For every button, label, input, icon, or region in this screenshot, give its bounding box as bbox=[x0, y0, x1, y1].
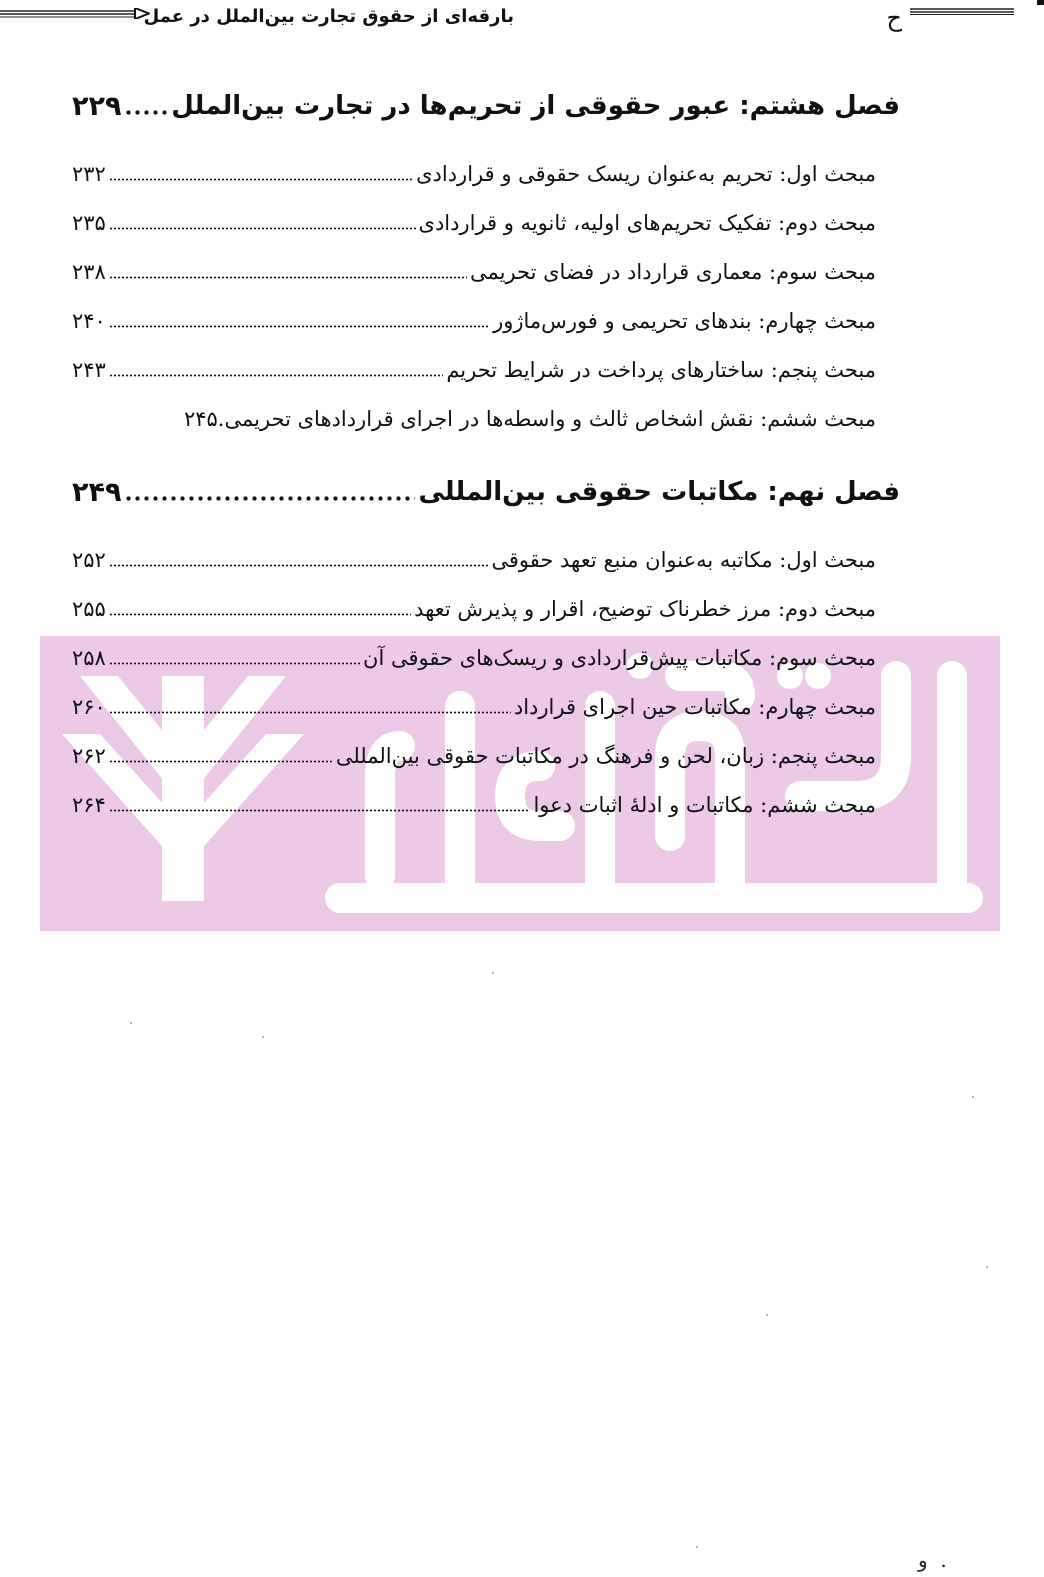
section-title: مبحث ششم: مکاتبات و ادلهٔ اثبات دعوا bbox=[533, 793, 876, 817]
dot-leader bbox=[109, 809, 531, 812]
toc-entry bbox=[72, 156, 876, 192]
dot-leader bbox=[124, 496, 415, 501]
corner-mark bbox=[1037, 0, 1044, 5]
scan-speck bbox=[492, 972, 494, 974]
scan-speck bbox=[766, 1314, 768, 1316]
footer-fragment: ‌ . ‌ و bbox=[918, 1548, 954, 1572]
section-title: مبحث پنجم: زبان، لحن و فرهنگ در مکاتبات حقوقی بین‌المللی bbox=[335, 744, 876, 768]
dot-leader bbox=[109, 662, 360, 665]
section-page: ۲۳۵ bbox=[72, 211, 106, 235]
scan-speck bbox=[262, 1036, 264, 1038]
dot-leader bbox=[124, 110, 168, 115]
chapter-title: فصل نهم: مکاتبات حقوقی بین‌المللی bbox=[418, 477, 900, 507]
dot-leader bbox=[109, 613, 411, 616]
toc-chapter bbox=[72, 84, 900, 128]
toc-entry bbox=[72, 787, 876, 823]
section-title: مبحث پنجم: ساختارهای پرداخت در شرایط تحریم bbox=[446, 358, 876, 382]
section-title: مبحث اول: مکاتبه به‌عنوان منبع تعهد حقوقی bbox=[491, 548, 876, 572]
watermark-logo bbox=[40, 636, 1000, 931]
dot-leader bbox=[109, 276, 467, 279]
scan-speck bbox=[986, 1266, 988, 1268]
dot-leader bbox=[109, 227, 416, 230]
section-page: ۲۶۰ bbox=[72, 695, 106, 719]
section-title: مبحث دوم: مرز خطرناک توضیح، اقرار و پذیرش تعهد bbox=[414, 597, 876, 621]
dot-leader bbox=[109, 711, 511, 714]
section-page: ۲۶۴ bbox=[72, 793, 106, 817]
header-rule-right bbox=[910, 7, 1014, 15]
section-page: ۲۵۵ bbox=[72, 597, 106, 621]
dot-leader bbox=[109, 564, 489, 567]
section-page: ۲۵۸ bbox=[72, 646, 106, 670]
section-title: مبحث ششم: نقش اشخاص ثالث و واسطه‌ها در اجرای قراردادهای تحریمی. bbox=[217, 407, 876, 431]
toc-entry bbox=[72, 205, 876, 241]
page-letter: ح bbox=[886, 4, 902, 32]
header-rule-arrow bbox=[0, 8, 150, 19]
toc-entry bbox=[72, 542, 876, 578]
running-title: بارقه‌ای از حقوق تجارت بین‌الملل در عمل bbox=[143, 6, 514, 27]
section-title: مبحث چهارم: بندهای تحریمی و فورس‌ماژور bbox=[493, 309, 876, 333]
toc-entry bbox=[72, 738, 876, 774]
dot-leader bbox=[109, 760, 333, 763]
section-page: ۲۴۰ bbox=[72, 309, 106, 333]
section-title: مبحث چهارم: مکاتبات حین اجرای قرارداد bbox=[513, 695, 876, 719]
section-page: ۲۵۲ bbox=[72, 548, 106, 572]
toc-entry bbox=[72, 640, 876, 676]
section-title: مبحث سوم: مکاتبات پیش‌قراردادی و ریسک‌های حقوقی آن bbox=[363, 646, 876, 670]
toc-entry bbox=[72, 591, 876, 627]
running-header bbox=[0, 0, 1044, 40]
section-page: ۲۶۲ bbox=[72, 744, 106, 768]
section-title: مبحث دوم: تفکیک تحریم‌های اولیه، ثانویه و قراردادی bbox=[418, 211, 876, 235]
dot-leader bbox=[109, 178, 413, 181]
toc-entry bbox=[72, 254, 876, 290]
chapter-page: ۲۲۹ bbox=[72, 90, 122, 122]
section-page: ۲۴۳ bbox=[72, 358, 106, 382]
chapter-title: فصل هشتم: عبور حقوقی از تحریم‌ها در تجارت بین‌الملل bbox=[171, 91, 900, 121]
dot-leader bbox=[109, 325, 490, 328]
toc-entry bbox=[72, 303, 876, 339]
toc-entry bbox=[72, 352, 876, 388]
dot-leader bbox=[109, 374, 443, 377]
section-title: مبحث اول: تحریم به‌عنوان ریسک حقوقی و قراردادی bbox=[416, 162, 876, 186]
scan-speck bbox=[130, 1022, 132, 1024]
scan-speck bbox=[696, 1546, 698, 1548]
toc-chapter bbox=[72, 470, 900, 514]
toc-entry bbox=[72, 689, 876, 725]
section-title: مبحث سوم: معماری قرارداد در فضای تحریمی bbox=[469, 260, 876, 284]
section-page: ۲۳۸ bbox=[72, 260, 106, 284]
toc-entry bbox=[72, 401, 876, 437]
chapter-page: ۲۴۹ bbox=[72, 476, 122, 508]
section-page: ۲۴۵ bbox=[183, 407, 218, 431]
scan-speck bbox=[972, 1096, 974, 1098]
section-page: ۲۳۲ bbox=[72, 162, 106, 186]
